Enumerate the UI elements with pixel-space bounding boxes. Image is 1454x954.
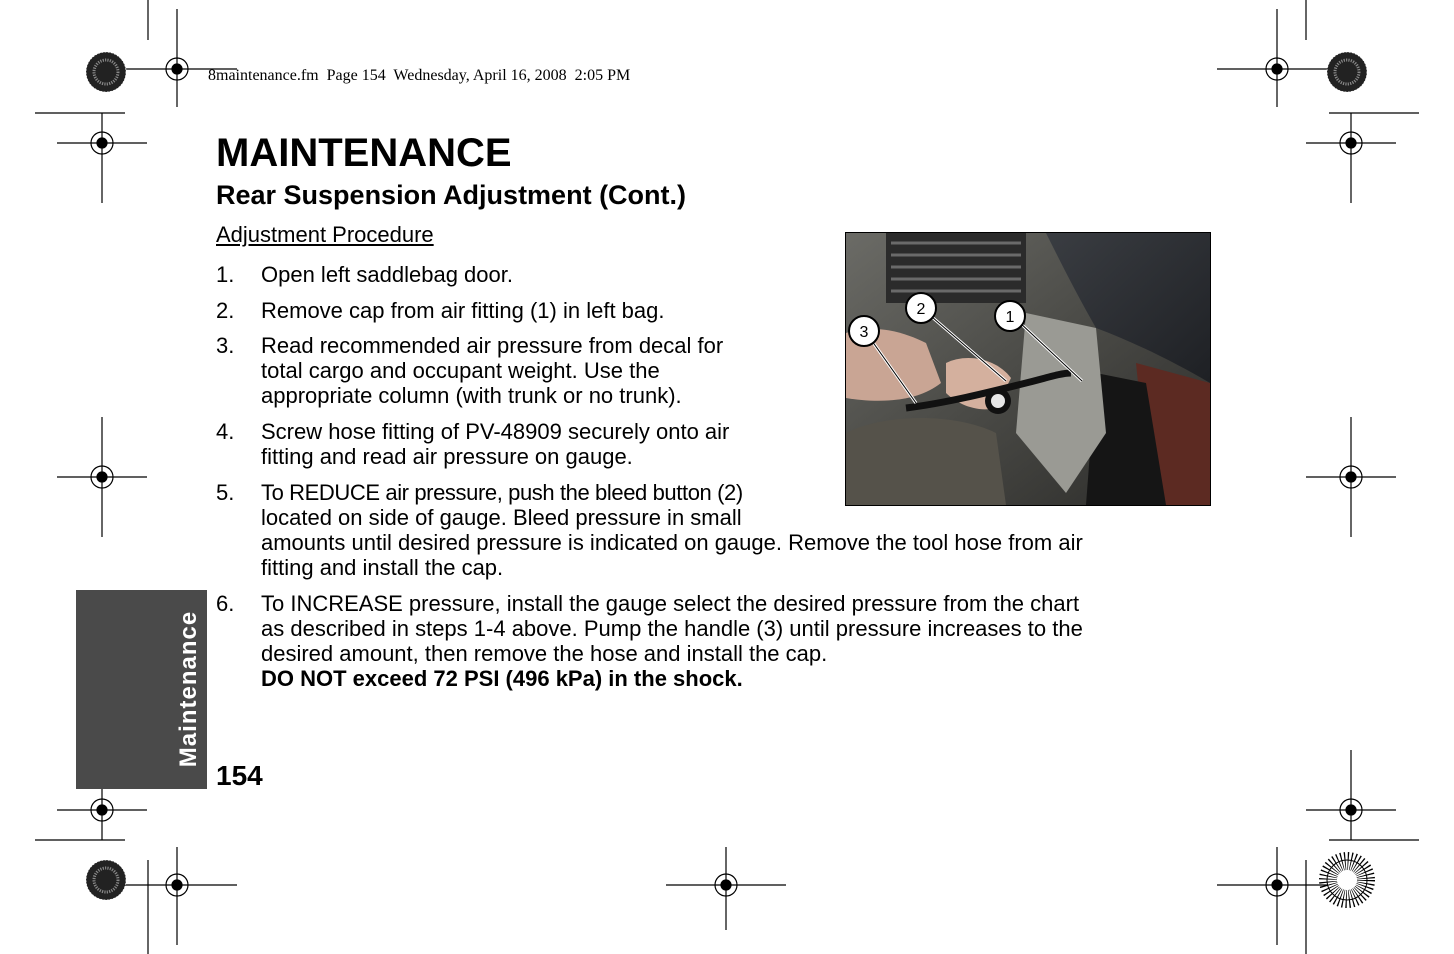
step-text: Remove cap from air fitting (1) in left bag. (261, 298, 665, 323)
page-number: 154 (216, 760, 263, 791)
step-text: Open left saddlebag door. (261, 262, 513, 287)
step-text: amounts until desired pressure is indicated on gauge. Remove the tool hose from air (261, 530, 1083, 555)
suspension-photo (845, 232, 1211, 506)
pressure-warning: DO NOT exceed 72 PSI (496 kPa) in the shock. (261, 666, 743, 691)
page-title: MAINTENANCE (216, 131, 512, 175)
step-text: Read recommended air pressure from decal for (261, 333, 724, 358)
step-text: fitting and read air pressure on gauge. (261, 444, 633, 469)
callout-2 (906, 293, 936, 323)
step-text: Screw hose fitting of PV-48909 securely onto air (261, 419, 730, 444)
step-text: To INCREASE pressure, install the gauge select the desired pressure from the chart (261, 591, 1080, 616)
step-text: located on side of gauge. Bleed pressure in small (261, 505, 742, 530)
step-text: appropriate column (with trunk or no trunk). (261, 383, 682, 408)
step-number: 2. (216, 298, 235, 323)
file-info-header: 8maintenance.fm Page 154 Wednesday, April 16, 2008 2:05 PM (208, 67, 631, 84)
step-text: total cargo and occupant weight. Use the (261, 358, 660, 383)
step-number: 3. (216, 333, 235, 358)
side-tab-label: Maintenance (175, 610, 202, 768)
step-text: To REDUCE air pressure, push the bleed button (2) (261, 480, 743, 505)
section-subtitle: Rear Suspension Adjustment (Cont.) (216, 180, 687, 210)
callout-label: 2 (916, 301, 926, 318)
step-number: 4. (216, 419, 235, 444)
callout-3 (849, 316, 879, 346)
callout-label: 3 (859, 324, 869, 341)
procedure-heading: Adjustment Procedure (216, 222, 434, 247)
callout-1 (995, 301, 1025, 331)
step-number: 5. (216, 480, 235, 505)
step-text: fitting and install the cap. (261, 555, 504, 580)
callout-label: 1 (1005, 309, 1015, 326)
step-text: desired amount, then remove the hose and install the cap. (261, 641, 828, 666)
step-number: 6. (216, 591, 235, 616)
step-number: 1. (216, 262, 235, 287)
step-text: as described in steps 1-4 above. Pump the handle (3) until pressure increases to the (261, 616, 1083, 641)
